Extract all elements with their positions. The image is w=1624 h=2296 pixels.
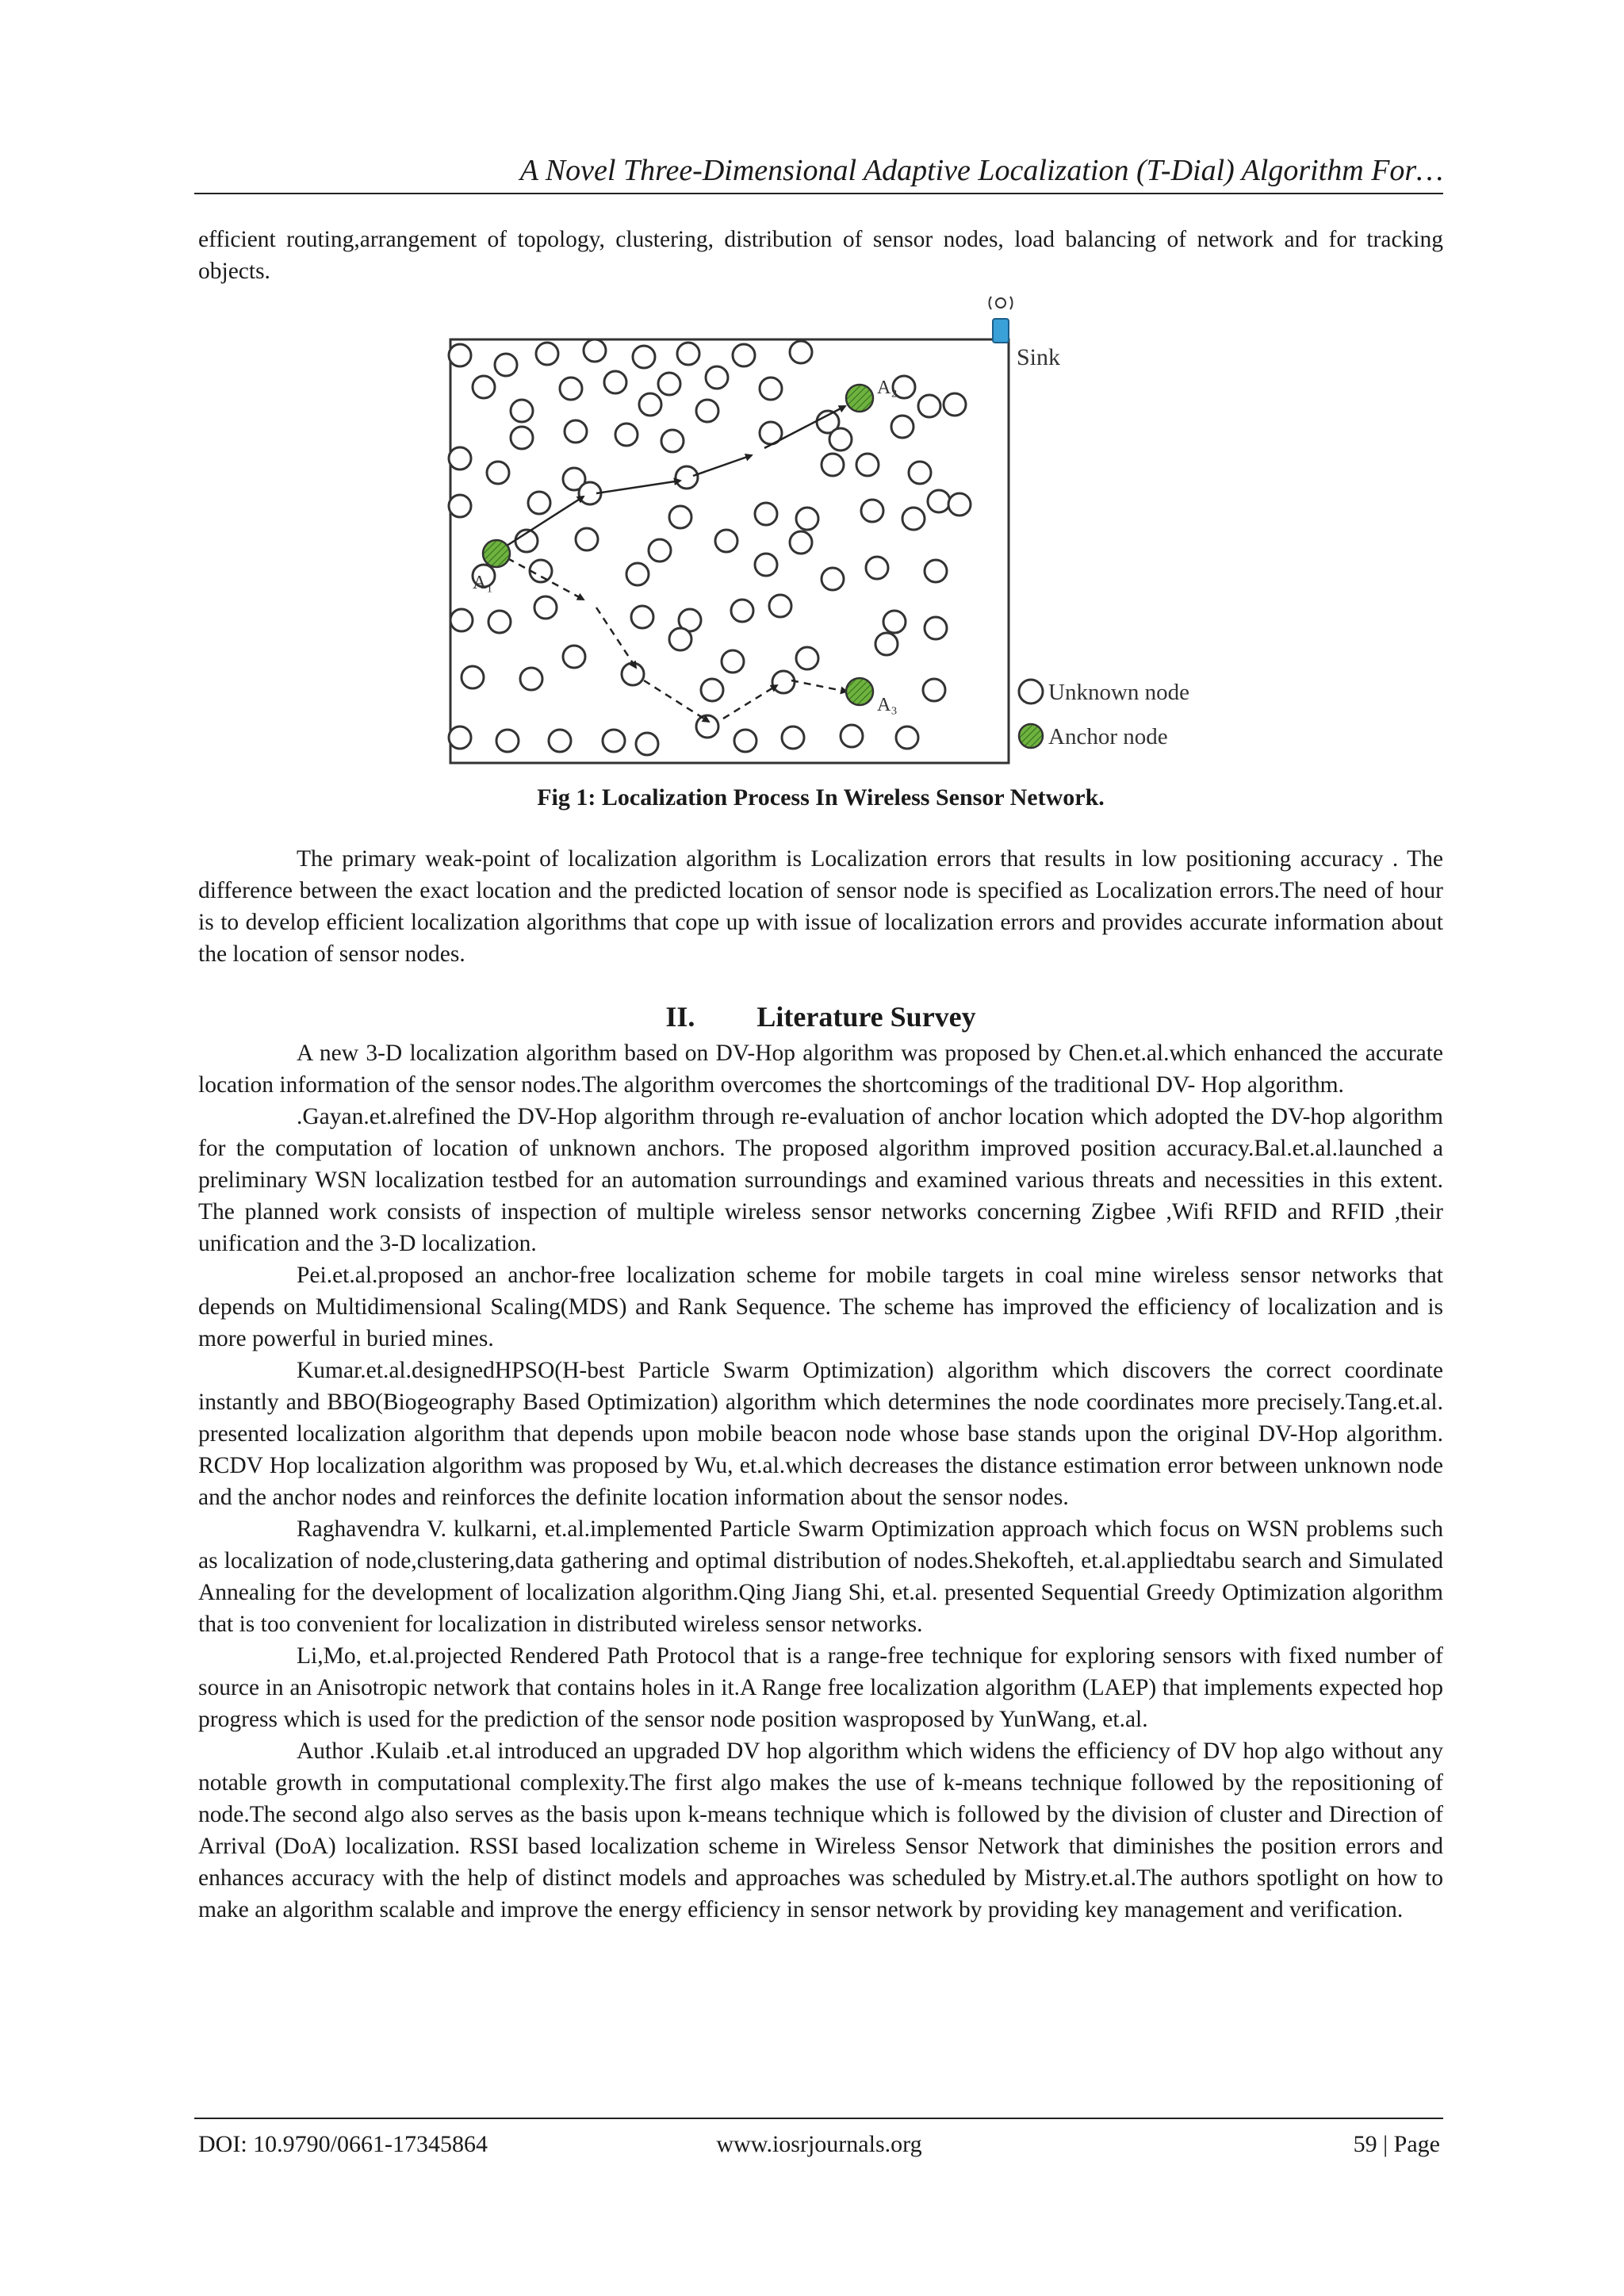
survey-paragraph: Kumar.et.al.designedHPSO(H-best Particle Swarm Optimization) algorithm which discovers the correct coordinate instantly and BBO(Biogeography Based Optimization) algorithm which determines the node coordinates more precisely.Tang.et.al. presented localization algorithm that depends upon mobile beacon node whose base stands upon the original DV-Hop algorithm. RCDV Hop localization algorithm was proposed by Wu, et.al.which decreases the distance estimation error between unknown node and the anchor nodes and reinforces the definite location information about the sensor nodes. bbox=[198, 1358, 1443, 1510]
unknown-node bbox=[948, 493, 971, 516]
unknown-node bbox=[576, 528, 598, 550]
unknown-node bbox=[658, 373, 680, 395]
unknown-node bbox=[565, 420, 587, 443]
unknown-node bbox=[603, 730, 625, 752]
unknown-node bbox=[790, 341, 812, 363]
unknown-node bbox=[796, 647, 818, 669]
unknown-node bbox=[782, 726, 804, 749]
anchor-node-a3 bbox=[846, 678, 873, 705]
footer-rule bbox=[194, 2118, 1443, 2119]
anchor-node-a1 bbox=[483, 540, 510, 567]
legend-unknown-icon bbox=[1019, 680, 1043, 703]
unknown-node bbox=[536, 343, 558, 365]
unknown-node bbox=[549, 730, 571, 752]
unknown-node bbox=[734, 730, 756, 752]
unknown-node bbox=[856, 454, 879, 476]
anchor-node-a2 bbox=[846, 385, 873, 412]
running-header: A Novel Three-Dimensional Adaptive Localization (T-Dial) Algorithm For… bbox=[519, 154, 1443, 187]
unknown-node bbox=[450, 609, 473, 631]
unknown-node bbox=[755, 554, 777, 576]
unknown-node bbox=[772, 671, 795, 693]
legend-unknown-label: Unknown node bbox=[1048, 680, 1190, 705]
unknown-node bbox=[715, 530, 737, 552]
anchor-label-a3: A₃ bbox=[877, 695, 898, 715]
unknown-nodes-group bbox=[449, 339, 971, 755]
unknown-node bbox=[701, 679, 723, 701]
literature-survey-body bbox=[198, 1037, 1443, 1926]
section-title: Literature Survey bbox=[756, 1001, 976, 1033]
unknown-node bbox=[896, 726, 918, 749]
unknown-node bbox=[633, 346, 655, 368]
unknown-node bbox=[866, 557, 888, 579]
unknown-node bbox=[677, 343, 699, 365]
unknown-node bbox=[733, 344, 755, 366]
legend-anchor-label: Anchor node bbox=[1048, 724, 1168, 749]
unknown-node bbox=[462, 666, 484, 688]
unknown-node bbox=[883, 611, 906, 633]
unknown-node bbox=[496, 730, 519, 752]
section-number: II. bbox=[665, 1001, 695, 1033]
unknown-node bbox=[918, 395, 940, 417]
legend-anchor-icon bbox=[1019, 724, 1043, 748]
unknown-node bbox=[487, 462, 509, 484]
weak-point-paragraph bbox=[198, 843, 1443, 970]
unknown-node bbox=[731, 600, 753, 622]
footer-doi: DOI: 10.9790/0661-17345864 bbox=[198, 2131, 488, 2157]
unknown-node bbox=[511, 400, 533, 422]
unknown-node bbox=[584, 339, 606, 362]
figure-localization-diagram bbox=[428, 286, 1229, 777]
unknown-node bbox=[669, 628, 691, 650]
header-rule bbox=[194, 193, 1443, 194]
unknown-node bbox=[520, 668, 542, 690]
unknown-node bbox=[822, 454, 844, 476]
unknown-node bbox=[769, 595, 791, 617]
unknown-node bbox=[902, 508, 925, 530]
weak-point-text: The primary weak-point of localization algorithm is Localization errors that results in low positioning accuracy . The difference between the exact location and the predicted location of sensor node is specified as Localization errors.The need of hour is to develop efficient localization algorithms that cope up with issue of localization errors and provides accurate information about the location of sensor nodes. bbox=[198, 846, 1443, 967]
unknown-node bbox=[923, 679, 945, 701]
unknown-node bbox=[796, 508, 818, 530]
unknown-node bbox=[822, 568, 844, 590]
unknown-node bbox=[925, 560, 947, 582]
sink-label: Sink bbox=[1017, 344, 1061, 370]
unknown-node bbox=[696, 715, 718, 738]
unknown-node bbox=[563, 646, 585, 668]
unknown-node bbox=[875, 633, 898, 655]
unknown-node bbox=[449, 726, 471, 749]
unknown-node bbox=[676, 466, 698, 489]
unknown-node bbox=[909, 462, 931, 484]
survey-paragraph: Li,Mo, et.al.projected Rendered Path Protocol that is a range-free technique for exploring sensors with fixed number of source in an Anisotropic network that contains holes in it.A Range free localization algorithm (LAEP) that implements expected hop progress which is used for the prediction of the sensor node position wasproposed by YunWang, et.al. bbox=[198, 1643, 1443, 1732]
unknown-node bbox=[534, 596, 557, 619]
unknown-node bbox=[760, 378, 782, 400]
unknown-node bbox=[755, 503, 777, 525]
footer-website-link[interactable]: www.iosrjournals.org bbox=[716, 2131, 922, 2157]
unknown-node bbox=[696, 400, 718, 422]
unknown-node bbox=[722, 650, 744, 673]
unknown-node bbox=[473, 376, 495, 398]
unknown-node bbox=[639, 393, 661, 416]
unknown-node bbox=[615, 424, 638, 446]
unknown-node bbox=[495, 354, 517, 376]
section-heading bbox=[198, 999, 1443, 1034]
unknown-node bbox=[626, 563, 649, 585]
anchor-label-a2: A₂ bbox=[877, 378, 898, 398]
unknown-node bbox=[706, 366, 728, 389]
unknown-node bbox=[449, 495, 471, 517]
unknown-node bbox=[622, 663, 644, 685]
unknown-node bbox=[661, 430, 684, 452]
unknown-node bbox=[631, 606, 653, 628]
unknown-node bbox=[636, 733, 658, 755]
unknown-node bbox=[560, 378, 582, 400]
unknown-node bbox=[488, 611, 511, 633]
footer-page-number: 59 | Page bbox=[1353, 2131, 1440, 2157]
survey-paragraph: Author .Kulaib .et.al introduced an upgraded DV hop algorithm which widens the efficiency of DV hop algo without any notable growth in computational complexity.The first algo makes the use of k-means technique followed by the repositioning of node.The second algo also serves as the basis upon k-means technique which is followed by the division of cluster and Direction of Arrival (DoA) localization. RSSI based localization scheme in Wireless Sensor Network that diminishes the position errors and enhances accuracy with the help of distinct models and approaches was scheduled by Mistry.et.al.The authors spotlight on how to make an algorithm scalable and improve the energy efficiency in sensor network by providing key management and verification. bbox=[198, 1738, 1443, 1922]
unknown-node bbox=[528, 492, 550, 514]
unknown-node bbox=[891, 416, 914, 438]
unknown-node bbox=[841, 725, 863, 747]
unknown-node bbox=[511, 427, 533, 449]
anchor-label-a1: A₁ bbox=[473, 573, 493, 593]
survey-paragraph: Raghavendra V. kulkarni, et.al.implemented Particle Swarm Optimization approach which focus on WSN problems such as localization of node,clustering,data gathering and optimal distribution of nodes.Shekofteh, et.al.appliedtabu search and Simulated Annealing for the development of localization algorithm.Qing Jiang Shi, et.al. presented Sequential Greedy Optimization algorithm that is too convenient for localization in distributed wireless sensor networks. bbox=[198, 1516, 1443, 1637]
sink-icon bbox=[989, 297, 1012, 343]
survey-paragraph: A new 3-D localization algorithm based on DV-Hop algorithm was proposed by Chen.et.al.which enhanced the accurate location information of the sensor nodes.The algorithm overcomes the shortcomings of the traditional DV- Hop algorithm. bbox=[198, 1041, 1443, 1098]
figure-caption: Fig 1: Localization Process In Wireless Sensor Network. bbox=[537, 784, 1105, 811]
unknown-node bbox=[449, 447, 471, 470]
intro-paragraph bbox=[198, 224, 1443, 287]
unknown-node bbox=[669, 506, 691, 528]
survey-paragraph: .Gayan.et.alrefined the DV-Hop algorithm through re-evaluation of anchor location which adopted the DV-hop algorithm for the computation of location of unknown anchors. The proposed algorithm improved position accuracy.Bal.et.al.launched a preliminary WSN localization testbed for an automation surroundings and examined various threats and necessities in this extent. The planned work consists of inspection of multiple wireless sensor networks concerning Zigbee ,Wifi RFID and RFID ,their unification and the 3-D localization. bbox=[198, 1104, 1443, 1256]
unknown-node bbox=[449, 344, 471, 366]
unknown-node bbox=[790, 531, 812, 554]
intro-text: efficient routing,arrangement of topology, clustering, distribution of sensor nodes, load balancing of network and for tracking objects. bbox=[198, 227, 1443, 284]
unknown-node bbox=[928, 490, 950, 512]
unknown-node bbox=[925, 617, 947, 639]
survey-paragraph: Pei.et.al.proposed an anchor-free localization scheme for mobile targets in coal mine wireless sensor networks that depends on Multidimensional Scaling(MDS) and Rank Sequence. The scheme has improved the efficiency of localization and is more powerful in buried mines. bbox=[198, 1263, 1443, 1351]
unknown-node bbox=[649, 539, 671, 562]
unknown-node bbox=[829, 428, 852, 450]
unknown-node bbox=[861, 500, 883, 522]
unknown-node bbox=[530, 560, 552, 582]
unknown-node bbox=[604, 371, 626, 393]
unknown-node bbox=[944, 393, 966, 416]
